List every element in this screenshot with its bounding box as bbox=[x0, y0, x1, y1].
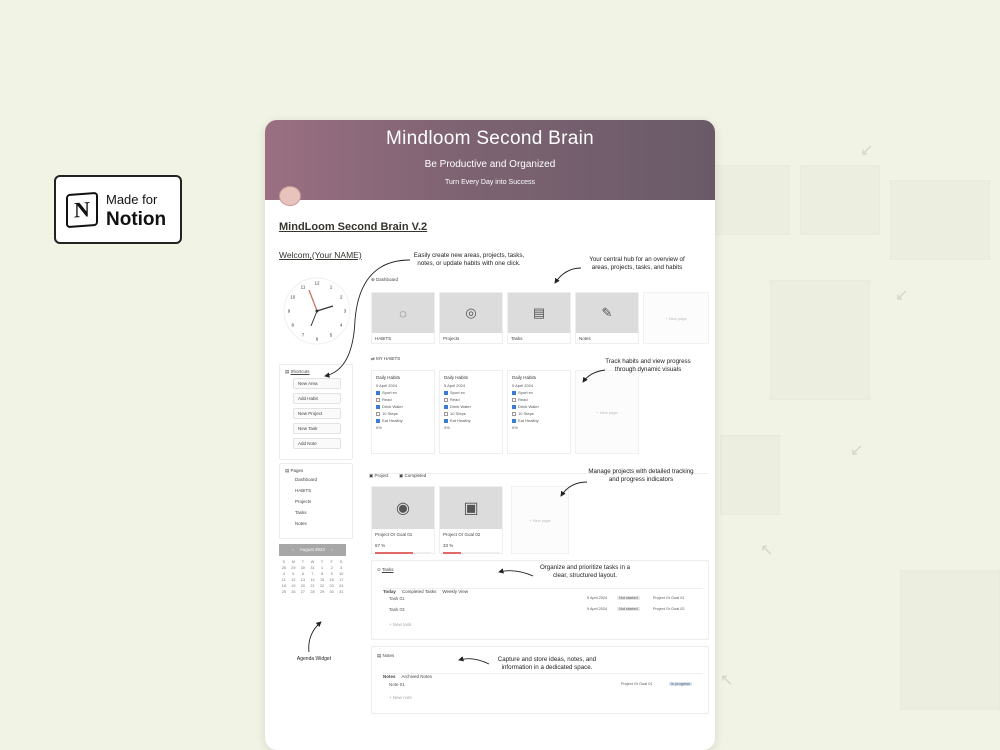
habit-card[interactable] bbox=[371, 370, 435, 454]
habit-label: Sport ex bbox=[382, 390, 397, 395]
tile-icon: ◌ bbox=[372, 293, 434, 333]
calendar-day[interactable]: 7 bbox=[311, 572, 314, 576]
calendar-day[interactable]: 28 bbox=[310, 590, 315, 594]
calendar-day[interactable]: 8 bbox=[321, 572, 324, 576]
habits-label: ⇄ MY HABITS bbox=[371, 356, 401, 361]
habit-percent: 0% bbox=[376, 425, 382, 430]
calendar-day[interactable]: 24 bbox=[339, 584, 344, 588]
habit-checkbox[interactable] bbox=[444, 391, 448, 395]
habit-label: 10 Steps bbox=[450, 411, 466, 416]
calendar-weekday: S bbox=[339, 560, 343, 564]
habit-card-title: Daily Habits bbox=[512, 375, 537, 380]
hub-annotation: Your central hub for an overview of areas, projects, tasks, and habits bbox=[589, 256, 685, 271]
calendar-day[interactable]: 23 bbox=[329, 584, 334, 588]
calendar-weekday: S bbox=[282, 560, 286, 564]
clock-number: 5 bbox=[329, 332, 333, 338]
habit-checkbox[interactable] bbox=[444, 419, 448, 423]
habit-card[interactable] bbox=[439, 370, 503, 454]
calendar-day[interactable]: 30 bbox=[329, 590, 334, 594]
calendar-day[interactable]: 28 bbox=[281, 566, 286, 570]
habit-card-title: Daily Habits bbox=[376, 375, 401, 380]
calendar-day[interactable]: 29 bbox=[319, 590, 325, 594]
project-card[interactable] bbox=[371, 486, 435, 554]
tile-icon: ▤ bbox=[508, 293, 570, 333]
habit-row[interactable] bbox=[444, 403, 498, 410]
capture-annotation: Capture and store ideas, notes, and information in a dedicated space. bbox=[497, 656, 597, 671]
habit-checkbox[interactable] bbox=[512, 412, 516, 416]
habit-row[interactable] bbox=[512, 410, 566, 417]
clock-number: 1 bbox=[329, 284, 333, 290]
tile-label: Projects bbox=[443, 336, 460, 341]
note-project[interactable]: Project Or Goal 01 bbox=[621, 682, 653, 686]
page-link[interactable]: HABITS bbox=[295, 488, 312, 493]
project-cover: ◉ bbox=[372, 487, 434, 529]
habit-label: Eat Healthy bbox=[382, 418, 403, 423]
calendar-day[interactable]: 6 bbox=[301, 572, 304, 576]
habit-checkbox[interactable] bbox=[444, 398, 448, 402]
habit-checkbox[interactable] bbox=[512, 398, 516, 402]
dashboard-tile[interactable] bbox=[575, 292, 639, 344]
calendar-weekday: W bbox=[310, 560, 315, 564]
calendar-day[interactable]: 31 bbox=[310, 566, 315, 570]
habit-row[interactable] bbox=[376, 417, 430, 424]
notion-logo-icon: N bbox=[66, 191, 98, 227]
projects-new-page[interactable]: + New page bbox=[511, 486, 569, 554]
shortcut-button[interactable]: New Project bbox=[293, 408, 341, 419]
habit-row[interactable] bbox=[512, 417, 566, 424]
habit-label: Eat Healthy bbox=[518, 418, 539, 423]
agenda-annotation: Agenda Widget bbox=[296, 656, 332, 662]
cover-motto: Turn Every Day into Success bbox=[445, 179, 535, 186]
new-task-button[interactable]: + New task bbox=[389, 622, 412, 627]
habit-checkbox[interactable] bbox=[376, 405, 380, 409]
habit-label: Drink Water bbox=[450, 404, 471, 409]
habit-label: 10 Steps bbox=[518, 411, 534, 416]
project-title: Project Or Goal 02 bbox=[443, 532, 481, 537]
clock-number: 6 bbox=[315, 336, 319, 342]
habit-row[interactable] bbox=[444, 389, 498, 396]
habit-label: Read bbox=[518, 397, 528, 402]
calendar-day[interactable]: 29 bbox=[291, 566, 296, 570]
note-status-badge: In progress bbox=[671, 682, 690, 686]
habit-checkbox[interactable] bbox=[512, 405, 516, 409]
habit-checkbox[interactable] bbox=[444, 412, 448, 416]
habit-label: 10 Steps bbox=[382, 411, 398, 416]
calendar-day[interactable]: 16 bbox=[329, 578, 334, 582]
habit-label: Drink Water bbox=[518, 404, 539, 409]
project-card[interactable] bbox=[439, 486, 503, 554]
task-tab[interactable]: Weekly View bbox=[442, 589, 468, 594]
calendar-day[interactable]: 20 bbox=[300, 584, 306, 588]
shortcut-button[interactable]: Add Habit bbox=[293, 393, 341, 404]
habit-label: Sport ex bbox=[450, 390, 465, 395]
track-annotation: Track habits and view progress through dynamic visuals bbox=[605, 358, 691, 373]
background-preview: ↙ ↙ ↙ ↖ ↖ bbox=[700, 100, 1000, 750]
page-link[interactable]: Projects bbox=[295, 499, 312, 504]
manage-annotation: Manage projects with detailed tracking and progress indicators bbox=[588, 468, 694, 483]
clock-number: 11 bbox=[300, 284, 306, 290]
project-progress-bar bbox=[443, 552, 499, 554]
habit-percent: 0% bbox=[444, 425, 450, 430]
shortcuts-header: ▤ Shortcuts bbox=[285, 369, 310, 374]
task-status-badge: Not started bbox=[619, 607, 638, 611]
habit-row[interactable] bbox=[444, 417, 498, 424]
habit-label: Read bbox=[382, 397, 392, 402]
calendar-day[interactable]: 9 bbox=[330, 572, 333, 576]
organize-annotation: Organize and prioritize tasks in a clear, structured layout. bbox=[539, 564, 631, 579]
habit-row[interactable] bbox=[444, 410, 498, 417]
task-project[interactable]: Project Or Goal 02 bbox=[653, 607, 685, 611]
tile-label: Tasks bbox=[511, 336, 523, 341]
calendar-day[interactable]: 25 bbox=[281, 590, 286, 594]
tab-project[interactable]: ▣ Project bbox=[369, 473, 389, 478]
made-for-notion-badge bbox=[54, 175, 182, 244]
calendar-day[interactable]: 27 bbox=[300, 590, 306, 594]
project-progress-fill bbox=[375, 552, 413, 554]
tile-icon: ◎ bbox=[440, 293, 502, 333]
calendar-day[interactable]: 3 bbox=[340, 566, 343, 570]
pages-header: ▤ Pages bbox=[285, 468, 304, 473]
page-link[interactable]: Dashboard bbox=[295, 477, 318, 482]
tasks-header: ⊙ Tasks bbox=[377, 567, 394, 572]
habit-row[interactable] bbox=[376, 389, 430, 396]
task-name[interactable]: Task 03 bbox=[389, 607, 405, 612]
clock-number: 4 bbox=[339, 322, 343, 328]
calendar-weekday: F bbox=[330, 560, 333, 564]
habit-row[interactable] bbox=[376, 410, 430, 417]
habit-card[interactable] bbox=[507, 370, 571, 454]
calendar-header: ‹ August 2024 › bbox=[279, 544, 346, 556]
habit-row[interactable] bbox=[512, 389, 566, 396]
calendar-day[interactable]: 21 bbox=[310, 584, 315, 588]
note-tab[interactable]: Notes bbox=[383, 674, 396, 679]
habit-percent: 0% bbox=[512, 425, 518, 430]
calendar-day[interactable]: 17 bbox=[339, 578, 344, 582]
clock-number: 7 bbox=[301, 332, 305, 338]
habit-label: Sport ex bbox=[518, 390, 533, 395]
calendar-weekday: T bbox=[301, 560, 305, 564]
tile-icon: ✎ bbox=[576, 293, 638, 333]
cover-title: Mindloom Second Brain bbox=[385, 128, 595, 149]
dashboard-new-page[interactable]: + New page bbox=[643, 292, 709, 344]
clock-number: 10 bbox=[290, 294, 296, 300]
calendar-weekday: T bbox=[320, 560, 324, 564]
task-status-badge: Not started bbox=[619, 596, 638, 600]
shortcut-button[interactable]: New Task bbox=[293, 423, 341, 434]
create-annotation: Easily create new areas, projects, tasks, notes, or update habits with one click. bbox=[413, 252, 525, 267]
calendar-day[interactable]: 22 bbox=[319, 584, 325, 588]
new-note-button[interactable]: + New note bbox=[389, 695, 412, 700]
note-name[interactable]: Note 01 bbox=[389, 682, 405, 687]
project-title: Project Or Goal 01 bbox=[375, 532, 413, 537]
calendar-day[interactable]: 4 bbox=[282, 572, 285, 576]
habit-label: Drink Water bbox=[382, 404, 403, 409]
clock-number: 3 bbox=[343, 308, 347, 314]
task-tab[interactable]: Completed Tasks bbox=[401, 589, 437, 594]
page-link[interactable]: Tasks bbox=[295, 510, 307, 515]
notion-template-preview bbox=[265, 120, 715, 750]
habit-checkbox[interactable] bbox=[376, 419, 380, 423]
project-progress-fill bbox=[443, 552, 461, 554]
clock-number: 2 bbox=[339, 294, 343, 300]
page-link[interactable]: Notes bbox=[295, 521, 307, 526]
habit-row[interactable] bbox=[444, 396, 498, 403]
cover-subtitle: Be Productive and Organized bbox=[424, 159, 556, 170]
dashboard-tile[interactable] bbox=[371, 292, 435, 344]
page-title: MindLoom Second Brain V.2 bbox=[279, 221, 428, 233]
task-date: 5 April 2024 bbox=[587, 596, 608, 600]
welcome-heading: Welcom,(Your NAME) bbox=[279, 250, 362, 260]
habit-card-title: Daily Habits bbox=[444, 375, 469, 380]
calendar-day[interactable]: 31 bbox=[339, 590, 344, 594]
notes-header: ▤ Notes bbox=[377, 653, 395, 658]
habit-card-date: 5 April 2024 bbox=[376, 383, 398, 388]
clock-number: 9 bbox=[287, 308, 291, 314]
calendar-day[interactable]: 13 bbox=[300, 578, 306, 582]
shortcut-button[interactable]: New Area bbox=[293, 378, 341, 389]
project-progress-bar bbox=[375, 552, 431, 554]
dashboard-tile[interactable] bbox=[439, 292, 503, 344]
task-project[interactable]: Project Or Goal 01 bbox=[653, 596, 685, 600]
task-name[interactable]: Task 01 bbox=[389, 596, 405, 601]
project-cover: ▣ bbox=[440, 487, 502, 529]
calendar-day[interactable]: 26 bbox=[291, 590, 296, 594]
habit-checkbox[interactable] bbox=[444, 405, 448, 409]
project-percent: 33 % bbox=[443, 543, 454, 548]
habit-checkbox[interactable] bbox=[512, 419, 516, 423]
task-tab[interactable]: Today bbox=[383, 589, 396, 594]
badge-line2: Notion bbox=[106, 208, 167, 230]
calendar-day[interactable]: 2 bbox=[330, 566, 333, 570]
habits-new-page[interactable]: + New page bbox=[575, 370, 639, 454]
task-date: 9 April 2024 bbox=[587, 607, 608, 611]
tile-label: Notes bbox=[579, 336, 591, 341]
habit-card-date: 5 April 2024 bbox=[444, 383, 466, 388]
clock-number: 12 bbox=[314, 280, 320, 286]
habit-checkbox[interactable] bbox=[512, 391, 516, 395]
habit-checkbox[interactable] bbox=[376, 391, 380, 395]
calendar-day[interactable]: 18 bbox=[281, 584, 286, 588]
calendar-weekday: M bbox=[291, 560, 295, 564]
tile-label: HABITS bbox=[375, 336, 392, 341]
habit-row[interactable] bbox=[512, 396, 566, 403]
badge-line1: Made for bbox=[106, 191, 158, 207]
habit-label: Eat Healthy bbox=[450, 418, 471, 423]
calendar-day[interactable]: 11 bbox=[281, 578, 286, 582]
calendar-day[interactable]: 15 bbox=[319, 578, 325, 582]
calendar-day[interactable]: 14 bbox=[310, 578, 315, 582]
calendar-day[interactable]: 1 bbox=[321, 566, 324, 570]
calendar-day[interactable]: 19 bbox=[291, 584, 296, 588]
calendar-day[interactable]: 30 bbox=[300, 566, 306, 570]
habit-row[interactable] bbox=[512, 403, 566, 410]
dashboard-label: ⊕ Dashboard bbox=[371, 277, 399, 282]
habit-card-date: 5 April 2024 bbox=[512, 383, 534, 388]
calendar-day[interactable]: 12 bbox=[291, 578, 296, 582]
note-tab[interactable]: Archived Notes bbox=[401, 674, 433, 679]
clock-number: 8 bbox=[291, 322, 295, 328]
dashboard-tile[interactable] bbox=[507, 292, 571, 344]
tab-completed[interactable]: ▣ Completed bbox=[398, 473, 427, 478]
habit-row[interactable] bbox=[376, 403, 430, 410]
habit-checkbox[interactable] bbox=[376, 412, 380, 416]
project-percent: 67 % bbox=[375, 543, 386, 548]
habit-checkbox[interactable] bbox=[376, 398, 380, 402]
habit-label: Read bbox=[450, 397, 460, 402]
habit-row[interactable] bbox=[376, 396, 430, 403]
calendar-day[interactable]: 5 bbox=[292, 572, 295, 576]
shortcut-button[interactable]: Add Note bbox=[293, 438, 341, 449]
calendar-day[interactable]: 10 bbox=[339, 572, 344, 576]
